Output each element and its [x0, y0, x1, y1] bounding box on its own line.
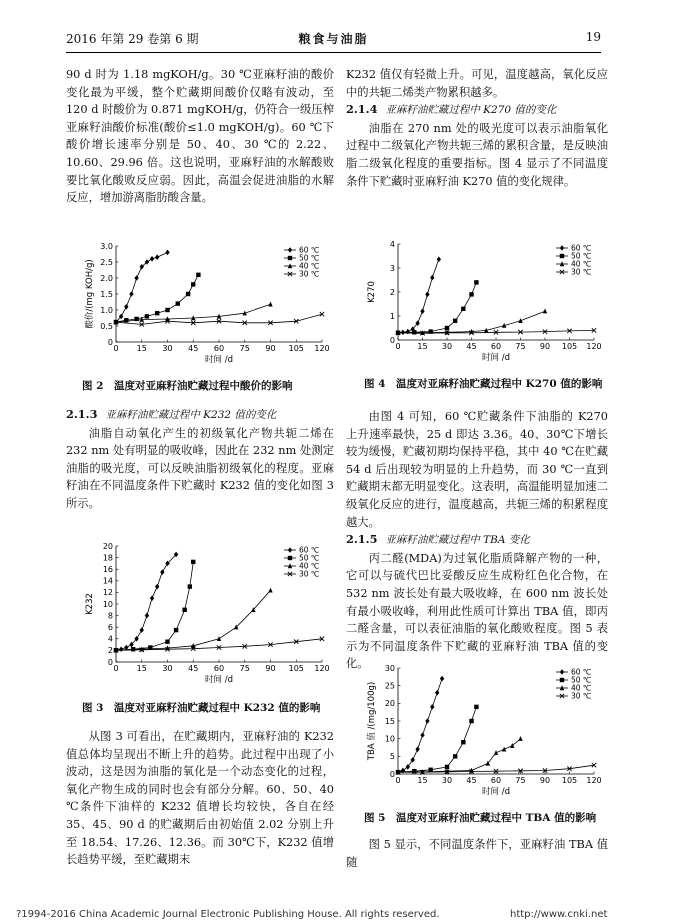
y-tick-label: 5 [389, 752, 395, 762]
data-point [165, 308, 169, 312]
legend-label: 50 ℃ [299, 553, 320, 563]
paragraph: K232 值仅有轻微上升。可见，温度越高，氧化反应中的共轭二烯类产物累积越多。 [346, 68, 608, 99]
legend-label: 60 ℃ [571, 667, 592, 677]
x-tick-label: 45 [466, 776, 477, 785]
y-tick-label: 3.0 [100, 241, 113, 251]
data-point [191, 560, 195, 564]
legend-label: 60 ℃ [299, 545, 320, 555]
data-point [469, 719, 473, 723]
data-point [430, 704, 434, 710]
data-point [124, 318, 128, 322]
data-point [453, 754, 457, 758]
paragraph: 丙二醛(MDA)为过氧化脂质降解产物的一种，它可以与硫代巴比妥酸反应生成粉红色化合物，在 532 nm 波长处有最大吸收峰，在 600 nm 波长处有最小吸收峰，利用此性质可计算出 TBA 值，即丙二醛含量，可以表征油脂的氧化酸败程度。图 5 表示为不同温度条件下贮藏的亚麻籽油 TBA 值的变化。 [346, 551, 608, 671]
x-axis-label: 时间 /d [482, 787, 510, 797]
data-point [425, 292, 429, 298]
data-point [288, 256, 292, 260]
journal-title: 粮食与油脂 [298, 32, 369, 46]
series-line [116, 252, 168, 322]
data-point [150, 256, 154, 262]
series-line [116, 555, 176, 651]
series-40 ℃ [114, 588, 273, 653]
x-tick-label: 0 [395, 342, 401, 351]
legend-label: 50 ℃ [571, 675, 592, 685]
data-point [415, 746, 419, 752]
x-tick-label: 60 [213, 664, 225, 673]
data-point [469, 292, 473, 296]
x-tick-label: 45 [466, 342, 477, 351]
series-50 ℃ [396, 705, 479, 775]
right-column-bottom [346, 836, 608, 871]
y-tick-label: 1.0 [100, 305, 113, 315]
data-point [406, 329, 410, 335]
y-tick-label: 4 [389, 239, 395, 249]
data-point [165, 250, 169, 256]
figure-2-caption: 图 2 温度对亚麻籽油贮藏过程中酸价的影响 [82, 380, 293, 392]
data-point [268, 588, 272, 593]
x-tick-label: 0 [113, 344, 119, 353]
y-tick-label: 8 [107, 611, 113, 621]
y-tick-label: 18 [102, 553, 113, 563]
data-point [191, 282, 195, 286]
data-point [461, 740, 465, 744]
data-point [268, 302, 272, 307]
data-point [288, 547, 292, 553]
series-60 ℃ [114, 250, 170, 325]
x-tick-label: 45 [188, 344, 199, 353]
legend-marker [560, 678, 564, 682]
legend-marker [288, 547, 292, 553]
x-tick-label: 90 [539, 776, 551, 785]
series-60 ℃ [396, 257, 441, 336]
data-point [543, 309, 547, 314]
legend-label: 60 ℃ [571, 243, 592, 253]
series-line [398, 707, 476, 772]
x-tick-label: 105 [561, 342, 578, 351]
legend-label: 30 ℃ [299, 269, 320, 279]
section-number: 2.1.5 [346, 532, 378, 547]
section-number: 2.1.4 [346, 102, 378, 117]
x-tick-label: 105 [561, 776, 578, 785]
figure-4-chart [350, 236, 608, 366]
data-point [445, 765, 449, 769]
data-point [129, 291, 133, 297]
x-tick-label: 120 [586, 342, 602, 351]
series-50 ℃ [114, 560, 196, 653]
x-tick-label: 15 [417, 776, 428, 785]
x-tick-label: 105 [288, 344, 304, 353]
series-50 ℃ [114, 273, 201, 325]
figure-3-svg [68, 538, 336, 688]
section-heading-2-1-3 [66, 406, 334, 425]
paragraph: 由图 4 可知，60 ℃贮藏条件下油脂的 K270 上升速率最快，25 d 即达 3.36。40、30℃下增长较为缓慢，贮藏初期均保持平稳，其中 40 ℃在贮藏 54 d 后出现较为明显的上升趋势，而 30 ℃一直到贮藏期末都无明显变化。这表明，高温能明显加速二级氧化反应的进行，温度越高，共轭三烯的积累程度越大。 [346, 410, 608, 529]
data-point [445, 326, 449, 330]
y-tick-label: 4 [107, 634, 113, 644]
data-point [437, 257, 441, 263]
data-point [176, 301, 180, 305]
y-tick-label: 10 [102, 599, 113, 609]
data-point [188, 584, 192, 588]
data-point [440, 676, 444, 682]
legend-marker [560, 254, 564, 258]
x-tick-label: 75 [515, 342, 526, 351]
data-point [150, 595, 154, 601]
paragraph: 油脂在 270 nm 处的吸光度可以表示油脂氧化过程中二级氧化产物共轭三烯的累积含量，是反映油脂二级氧化程度的重要指标。图 4 显示了不同温度条件下贮藏时亚麻籽油 K270 值的变化规律。 [346, 121, 608, 188]
header-rule [66, 52, 601, 53]
footer-url[interactable]: http://www.cnki.net [510, 909, 608, 920]
series-line [116, 562, 193, 650]
x-tick-label: 90 [265, 344, 276, 353]
data-point [510, 743, 514, 748]
data-point [412, 769, 416, 773]
y-tick-label: 2.0 [100, 273, 113, 283]
x-tick-label: 120 [314, 344, 330, 353]
paragraph: 从图 3 可看出，在贮藏期内，亚麻籽油的 K232 值总体均呈现出不断上升的趋势。此过程中出现了小波动，这是因为油脂的氧化是一个动态变化的过程，氧化产物生成的同时也会有部分分解。60、50、40 ℃条件下油样的 K232 值增长均较快，各自在经 35、45、90 d 的贮藏期后由初始值 2.02 分别上升至 18.54、17.26、12.36。而 30℃下，K232 值增长趋势平缓，至贮藏期末 [66, 730, 334, 867]
left-column-mid [66, 406, 334, 513]
data-point [320, 312, 324, 316]
legend-label: 40 ℃ [299, 261, 320, 271]
data-point [518, 736, 522, 741]
legend-marker [288, 556, 292, 560]
y-tick-label: 0 [107, 657, 113, 667]
data-point [165, 640, 169, 644]
data-point [560, 254, 564, 258]
data-point [430, 275, 434, 281]
section-title: 亚麻籽油贮藏过程中 TBA 变化 [385, 534, 530, 547]
data-point [560, 245, 564, 251]
y-tick-label: 20 [102, 541, 113, 551]
x-tick-label: 15 [136, 664, 147, 673]
x-axis-label: 时间 /d [482, 353, 510, 363]
legend-label: 50 ℃ [571, 251, 592, 261]
data-point [186, 292, 190, 296]
y-tick-label: 1 [389, 311, 395, 321]
y-tick-label: 15 [384, 716, 395, 726]
y-tick-label: 1.5 [100, 289, 113, 299]
y-tick-label: 0 [107, 337, 113, 347]
x-tick-label: 30 [441, 776, 453, 785]
journal-issue: 2016 年第 29 卷第 6 期 [66, 32, 199, 46]
data-point [174, 628, 178, 632]
paragraph: 油脂自动氧化产生的初级氧化产物共轭二烯在 232 nm 处有明显的吸收峰，因此在 232 nm 处测定油脂的吸光度，可以反映油脂初级氧化的程度。亚麻籽油在不同温度条件下贮藏时 K232 值的变化如图 3 所示。 [66, 426, 334, 510]
y-axis-label: 酸价/(mg KOH/g) [85, 259, 95, 329]
data-point [155, 254, 159, 260]
data-point [474, 280, 478, 284]
x-tick-label: 30 [441, 342, 453, 351]
figure-2-chart [68, 238, 336, 368]
x-tick-label: 15 [417, 342, 428, 351]
legend-marker [288, 256, 292, 260]
running-header [66, 30, 601, 50]
data-point [288, 556, 292, 560]
y-axis-label: K232 [85, 593, 95, 615]
y-tick-label: 2.5 [100, 257, 113, 267]
legend-label: 30 ℃ [571, 691, 592, 701]
data-point [134, 275, 138, 281]
y-tick-label: 0 [389, 335, 395, 345]
data-point [560, 678, 564, 682]
legend-label: 30 ℃ [571, 267, 592, 277]
y-axis-label: K270 [367, 281, 377, 303]
y-tick-label: 30 [384, 663, 395, 673]
section-number: 2.1.3 [66, 407, 98, 421]
x-tick-label: 75 [515, 776, 526, 785]
y-tick-label: 2 [389, 287, 395, 297]
paragraph: 90 d 时为 1.18 mgKOH/g。30 ℃亚麻籽油的酸价变化最为平缓，整个贮藏期间酸价仅略有波动，至 120 d 时酸价为 0.871 mgKOH/g，仍符合一级压榨亚麻籽油酸价标准(酸价≤1.0 mgKOH/g)。60 ℃下酸价增长速率分别是 50、40、30 ℃的 2.22、10.60、29.96 倍。这也说明，亚麻籽油的水解酸败要比氧化酸败反应弱。因此，高温会促进油脂的水解反应，增加游离脂肪酸含量。 [66, 68, 334, 205]
y-tick-label: 14 [102, 576, 113, 586]
section-heading-2-1-5 [346, 531, 608, 550]
data-point [140, 264, 144, 270]
y-tick-label: 2 [107, 646, 113, 656]
y-tick-label: 12 [102, 588, 113, 598]
figure-3-chart [68, 538, 336, 688]
right-column-mid [346, 408, 608, 673]
series-line [116, 590, 271, 650]
y-tick-label: 6 [107, 623, 113, 632]
data-point [119, 646, 123, 652]
y-tick-label: 25 [384, 681, 395, 691]
data-point [461, 307, 465, 311]
x-tick-label: 0 [113, 664, 119, 673]
series-60 ℃ [114, 552, 178, 653]
legend-marker [560, 245, 564, 251]
series-50 ℃ [396, 280, 479, 335]
legend-label: 60 ℃ [299, 245, 320, 255]
x-tick-label: 60 [490, 342, 502, 351]
x-tick-label: 60 [490, 776, 502, 785]
x-tick-label: 45 [188, 664, 199, 673]
data-point [155, 311, 159, 315]
legend-label: 40 ℃ [299, 561, 320, 571]
figure-4-caption: 图 4 温度对亚麻籽油贮藏过程中 K270 值的影响 [364, 378, 603, 390]
x-tick-label: 15 [136, 344, 147, 353]
x-tick-label: 105 [288, 664, 304, 673]
data-point [288, 247, 292, 253]
data-point [412, 330, 416, 334]
x-tick-label: 30 [162, 664, 173, 673]
paragraph: 图 5 显示，不同温度条件下，亚麻籽油 TBA 值随 [346, 838, 608, 869]
x-tick-label: 0 [395, 776, 401, 785]
page-number: 19 [585, 30, 601, 44]
figure-4-svg [350, 236, 608, 366]
data-point [145, 314, 149, 318]
data-point [453, 319, 457, 323]
legend-label: 40 ℃ [571, 259, 592, 269]
right-column-top [346, 66, 608, 190]
data-point [124, 304, 128, 310]
section-heading-2-1-4 [346, 101, 608, 120]
y-tick-label: 20 [384, 699, 395, 709]
data-point [196, 273, 200, 277]
data-point [425, 718, 429, 724]
y-axis-label: TBA 值 /(mg/100g) [367, 681, 377, 761]
section-title: 亚麻籽油贮藏过程中 K232 值的变化 [105, 409, 277, 421]
figure-3-caption: 图 3 温度对亚麻籽油贮藏过程中 K232 值的影响 [82, 702, 321, 714]
left-column-top [66, 66, 334, 207]
x-tick-label: 90 [265, 664, 276, 673]
data-point [145, 613, 149, 619]
data-point [474, 705, 478, 709]
legend-marker [560, 669, 564, 675]
legend-label: 50 ℃ [299, 253, 320, 263]
data-point [217, 636, 221, 641]
section-title: 亚麻籽油贮藏过程中 K270 值的变化 [385, 104, 557, 117]
series-line [398, 739, 521, 773]
x-axis-label: 时间 /d [205, 675, 233, 685]
data-point [420, 732, 424, 738]
legend-label: 30 ℃ [299, 569, 320, 579]
x-tick-label: 75 [239, 344, 250, 353]
y-tick-label: 0 [389, 769, 395, 779]
x-tick-label: 75 [239, 664, 250, 673]
x-tick-label: 120 [314, 664, 330, 673]
x-axis-label: 时间 /d [205, 355, 233, 365]
x-tick-label: 60 [213, 344, 225, 353]
x-tick-label: 90 [539, 342, 551, 351]
x-tick-label: 30 [162, 344, 173, 353]
legend-marker [288, 247, 292, 253]
figure-5-svg [350, 660, 608, 800]
y-tick-label: 16 [102, 565, 113, 574]
data-point [435, 690, 439, 696]
y-tick-label: 0.5 [100, 321, 113, 331]
data-point [182, 608, 186, 612]
data-point [420, 308, 424, 314]
left-column-bottom [66, 728, 334, 869]
figure-5-chart [350, 660, 608, 800]
figure-5-caption: 图 5 温度对亚麻籽油贮藏过程中 TBA 值的影响 [364, 812, 597, 824]
data-point [560, 669, 564, 675]
y-tick-label: 3 [389, 263, 395, 273]
figure-2-svg [68, 238, 336, 368]
legend-label: 40 ℃ [571, 683, 592, 693]
data-point [155, 584, 159, 590]
y-tick-label: 10 [384, 734, 395, 744]
x-tick-label: 120 [586, 776, 602, 785]
series-60 ℃ [396, 676, 445, 775]
copyright-text: ?1994-2016 China Academic Journal Electronic Publishing House. All rights reserved. [16, 909, 440, 920]
